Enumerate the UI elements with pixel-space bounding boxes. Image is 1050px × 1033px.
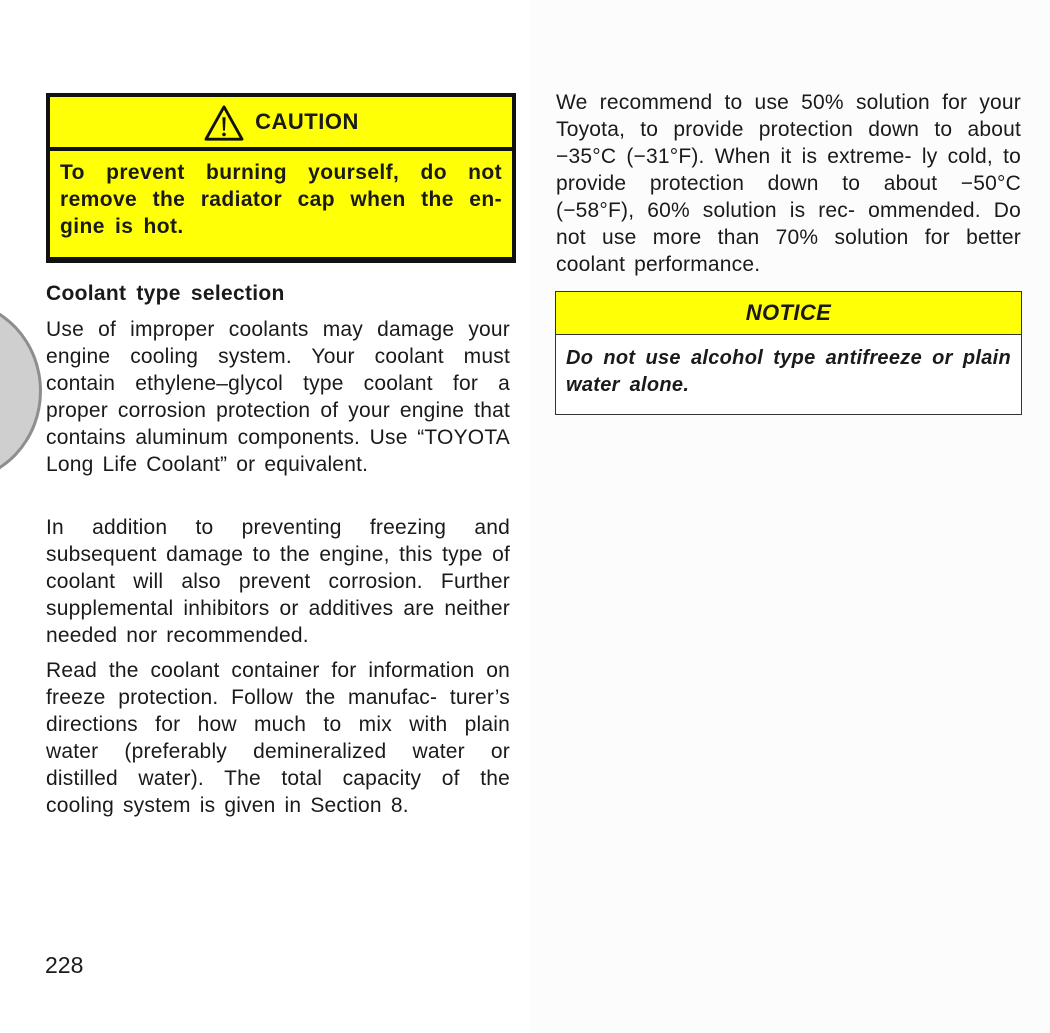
notice-body xyxy=(556,335,1021,399)
notice-text: Do not use alcohol type antifreeze or plain water alone. xyxy=(566,347,1011,396)
warning-triangle-icon xyxy=(203,104,245,142)
section-thumb-tab xyxy=(0,300,42,482)
page-number: 228 xyxy=(45,952,84,978)
paragraph-freeze-protection: Read the coolant container for information on freeze protection. Follow the manufac- turer’s directions for how much to mix with plain water (preferably demineralized water or distilled water). The total capacity of the cooling system is given in Section 8. xyxy=(46,659,510,817)
caution-title: CAUTION xyxy=(255,109,359,134)
notice-box xyxy=(555,291,1022,415)
caution-header xyxy=(50,97,512,147)
caution-box xyxy=(46,93,516,263)
paragraph-coolant-type: Use of improper coolants may damage your engine cooling system. Your coolant must contain ethylene–glycol type coolant for a proper corrosion protection of your engine that contains aluminum components. Use “TOYOTA Long Life Coolant” or equivalent. xyxy=(46,318,510,476)
paragraph-solution-recommendation: We recommend to use 50% solution for your Toyota, to provide protection down to about −35°C (−31°F). When it is extreme- ly cold, to provide protection down to about −50°C (−58°F), 60% solution is rec- ommended. Do not use more than 70% solution for better coolant performance. xyxy=(556,91,1021,276)
section-heading: Coolant type selection xyxy=(46,282,285,305)
caution-text: To prevent burning yourself, do not remove the radiator cap when the en- gine is hot. xyxy=(60,161,502,238)
notice-title: NOTICE xyxy=(745,300,832,325)
paragraph-corrosion: In addition to preventing freezing and subsequent damage to the engine, this type of coolant will also prevent corrosion. Further supplemental inhibitors or additives are neither needed nor recommended. xyxy=(46,516,510,647)
notice-header xyxy=(556,292,1021,335)
caution-body xyxy=(50,151,512,257)
